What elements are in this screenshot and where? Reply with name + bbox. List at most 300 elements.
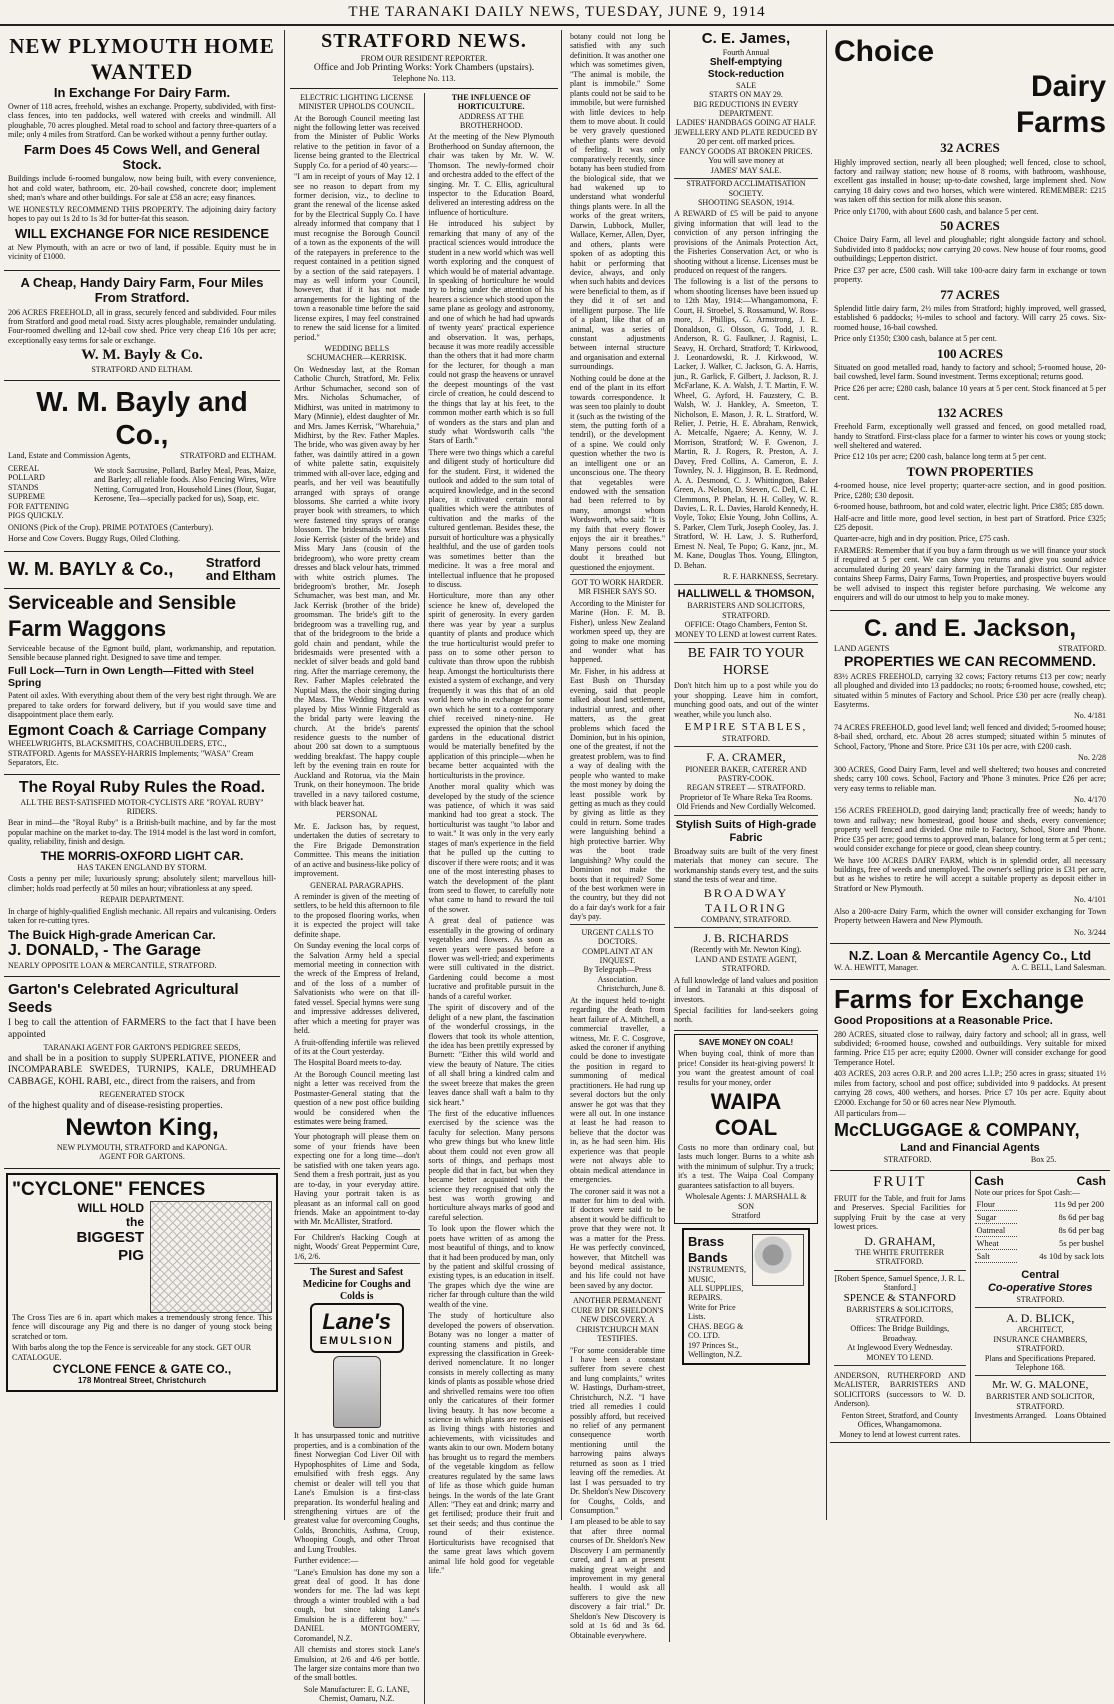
ad-body: Quarter-acre, high and in dry position. Price, £75 cash. <box>834 534 1010 544</box>
ad-body: Freehold Farm, exceptionally well grassed and fenced, on good metalled road, handy to Stratford. First-class place for a farmer to winter his cows or young stock; well sheltered and watered. <box>834 422 1106 450</box>
article-paragraph: botany could not long be satisfied with any such definition. It was another one which was sometimes given, "The animal is mobile, the plant is immobile." Some plants could not be said to be immobile, but were furnished with little devices to help them to move about. It could be very gravely questioned whether plants were devoid of feeling. It was only comparatively recently, since botany has been studied from the biological side, that we had wakened up to understand what wonderful things plants were. In all the works of the great writers, Darwin, Lubbock, Muller, Wallace, Kerner, Allen, Dyer, and others, plants were spoken of as adopting this habit or performing that device, always, and only when such habits and devices were beneficial to them, as if they did it of set and intelligent purpose. The life of a plant, like that of an animal, was a series of constant adjustments between internal structure and organisation and external surroundings. <box>570 32 665 372</box>
ad-headline: Choice <box>834 35 935 68</box>
ad-line: Stock-reduction <box>707 68 785 80</box>
column-1 <box>4 30 280 1520</box>
ad-address: AGENT FOR GARTONS. <box>99 1152 185 1162</box>
article-paragraph: According to the Minister for Marine (Hon. F. M. B. Fisher), unless New Zealand workmen speed up, they are going to make one morning and wonder what has happened. <box>570 598 665 665</box>
ad-subhead: WILL EXCHANGE FOR NICE RESIDENCE <box>14 225 269 241</box>
ad-body: 6-roomed house, bathroom, hot and cold water, electric light. Price £385; £85 down. <box>834 502 1105 512</box>
listing-number: No. 3/244 <box>1074 927 1106 937</box>
ad-firm: EMPIRE STABLES, <box>684 720 808 733</box>
section-title: STRATFORD NEWS. <box>321 30 527 52</box>
telephone-line: Telephone No. 113. <box>392 74 456 84</box>
ad-body: ONIONS (Pick of the Crop). PRIME POTATOES (Canterbury). <box>8 522 214 532</box>
article-paragraph: At the meeting of the New Plymouth Brotherhood on Sunday afternoon, the chair was taken by Mr. W. W. Thomson. The newly-formed choir and orchestra added to the effect of the singing. Mr. T. C. Ellis, agricultural inspector to the Education Board, delivered an interesting address on the influence of horticulture. <box>428 132 554 217</box>
acreage-heading: 132 ACRES <box>936 404 1004 420</box>
column-3 <box>566 30 822 1640</box>
ad-headline: SAVE MONEY ON COAL! <box>698 1037 794 1047</box>
news-right <box>424 93 559 1704</box>
ad-address: Stratford <box>731 1210 761 1220</box>
price-value: 8s 6d per bag <box>1058 1224 1104 1235</box>
ads-col3-right <box>669 30 822 1642</box>
bottle-illustration <box>333 1356 381 1428</box>
article-subhead: ADDRESS AT THE BROTHERHOOD. <box>458 111 524 130</box>
column-rule <box>826 30 827 1520</box>
stratford-news-header <box>290 30 558 89</box>
article-paragraph: There were two things which a careful and diligent study of horticulture did for the student. First, it widened the outlook and added to the sum total of acquired knowledge, and in the second place, it cultivated certain moral qualities which were the attributes of cultivation and the marks of the cultured gentleman. Besides these, the pursuit of horticulture was a physically healthful, and the use of garden tools was sometimes better than the medicine. It was a free moral and intellectual influence that he proposed to discuss. <box>428 447 554 589</box>
ad-firm: C. and E. Jackson, <box>863 615 1077 643</box>
garton-ad <box>4 977 280 1169</box>
ad-firm: CYCLONE FENCE & GATE CO., <box>52 1362 232 1377</box>
ad-subhead: Land, Estate and Commission Agents, <box>8 451 131 461</box>
listing: 83½ ACRES FREEHOLD, carrying 32 cows; Factory returns £13 per cow; nearly all ploughed and divided into 13 paddocks; no roots; 6-roomed house, cowshed, etc; situated within 5 minutes of Factory and School. Price £30 per acre (really cheap). Easyterms. <box>834 671 1106 710</box>
blick-ad <box>975 1308 1107 1376</box>
ad-subhead: STRATFORD and ELTHAM. <box>180 451 276 461</box>
ad-subhead: the <box>126 1215 144 1230</box>
article-paragraph: "I am in receipt of yours of May 12. I see no reason to depart from my former decision, viz., to decline to grant the renewal of the license asked for by the Electrical Supply Co. I have already informed that company that I must recognise the Borough Council of a town as the exponents of the will of the ratepayers in preference to the request contained in a petition signed by a section of the said ratepayers. I may as well inform your Council, however, that if it has not made arrangements for the lighting of the town a reasonable time before the said license expires, I may feel constrained to renew the said license for a limited period." <box>294 172 420 342</box>
ad-firm: J. B. RICHARDS <box>703 931 789 946</box>
listing-number: No. 4/181 <box>1074 711 1106 721</box>
ad-line: [Robert Spence, Samuel Spence, J. R. L. Stanford.] <box>834 1273 965 1292</box>
ad-line: Old Friends and New Cordially Welcomed. <box>676 802 816 812</box>
ad-line: MONEY TO LEND. <box>866 1352 934 1362</box>
article-paragraph: On Wednesday last, at the Roman Catholic Church, Stratford, Mr. Felix Arthur Schumacher, second son of Mrs. Nicholas Schumacher, of Midhirst, was united in matrimony to Mary (Minnie), eldest daughter of Mr. and Mrs. James Kerrisk, "Wharehuia," Midhirst, by the Rev. Father Maples. The bride, who was given away by her father, was daintily attired in a gown of white palette satin, exquisitely trimmed with all-over lace, edging and pearls, and her veil was beautifully arranged with sprays of orange blossoms. She carried a white ivory prayer book with streamers, to which were fastened tiny sprays of orange blossom. The bridesmaids were Miss Josie Kerrisk (sister of the bride) and Miss Mary Jans (cousin of the bridegroom), who wore pretty cream dresses and black velour hats, trimmed with white ostrich plumes. The bridegroom's brother, Mr. Joseph Schumacher, was best man, and Mr. Jack Kerrisk (brother of the bride) groomsman. The bride's gift to the bridegroom was a travelling rug, and that of the bridegroom to the bride a gold chain and pendant, while the bridesmaids were presented with a necklet of silver beads and gold band ring. After the marriage ceremony, the Rev. Father Maples celebrated the Nuptial Mass, the choir singing during the Mass. The Wedding March was played by Miss Winnie Fitzgerald as the bridal party were leaving the church. At the bride's parents' residence guests to the number of about 200 sat down to a sumptuous wedding breakfast. The happy couple left by the evening train en route for Auckland and Rotorua, via the Main Trunk, on their honeymoon. The bride travelled in a navy tailored costume, with black beaver hat. <box>294 364 420 809</box>
waggons-ad <box>4 589 280 774</box>
malone-ad <box>975 1376 1107 1423</box>
ad-body: A REWARD of £5 will be paid to anyone giving information that will lead to the conviction of any person infringing the provisions of the Animals Protection Act, the Fisheries Conservation Act, or who is shooting without a license. Licenses must be produced on request of the rangers. <box>673 209 818 276</box>
price-value: 8s 6d per bag <box>1058 1211 1104 1222</box>
listing-number: No. 4/101 <box>1074 895 1106 905</box>
ad-firm: WAIPA COAL <box>710 1089 782 1140</box>
price-table <box>975 1198 1107 1263</box>
ad-firm: HALLIWELL & THOMSON, <box>677 588 815 601</box>
ad-body: Patent oil axles. With everything about them of the very best right through. We are prepared to take orders for forward delivery, but if you would save time and disappointment place them early. <box>8 691 276 720</box>
ad-town: and Eltham <box>205 568 276 584</box>
ad-line: Note our prices for Spot Cash:— <box>974 1188 1081 1198</box>
listing-number: No. 4/170 <box>1074 794 1106 804</box>
table-row <box>975 1210 1107 1223</box>
ad-body: WE HONESTLY RECOMMEND THIS PROPERTY. The adjoining dairy factory hopes to pay out 1s 2d to 1s 3d for butter-fat this season. <box>8 204 276 224</box>
bayly-footer-ad <box>4 552 280 589</box>
article-paragraph: Another moral quality which was developed by the study of the science was patience, of which it was said mankind had too great a stock. The horticulturist was taught "to labor and to wait." It was only in the very early stages of man's experience in the field that he pulled up the cutting to discover if there were roots; and it was one of the most interesting phases to watch the development of the plant from seed to flower, to carefully note what came to hand to reward the toil of the sower. <box>428 782 554 914</box>
table-row <box>975 1198 1107 1211</box>
farms-exchange-ad <box>830 980 1110 1171</box>
ad-headline: Garton's Celebrated Agricultural <box>8 980 239 998</box>
article-headline: URGENT CALLS TO DOCTORS. <box>570 924 665 947</box>
waipa-coal-ad <box>674 1034 818 1225</box>
price-item: Wheat <box>975 1236 1017 1249</box>
fruit-ad <box>834 1171 966 1270</box>
ad-line: Proprietor of Te Whare Reka Tea Rooms. <box>679 792 813 802</box>
ad-body: Serviceable because of the Egmont build, plant, workmanship, and reputation. Sensible because planned right. Designed to save time and temper. <box>8 643 276 663</box>
article-headline: GOT TO WORK HARDER. <box>570 574 665 587</box>
anderson-ad <box>834 1366 966 1442</box>
ad-body: 4-roomed house, nice level property; quarter-acre section, and in good position. Price, £280; £30 deposit. <box>834 481 1106 500</box>
ad-subhead: STRATFORD. <box>1058 643 1106 653</box>
ad-body: The Cross Ties are 6 in. apart which makes a tremendously strong fence. This fence will discourage any Pig and there is no danger of young stock being scratched or torn. <box>12 1313 272 1341</box>
acreage-heading: 77 ACRES <box>940 286 1000 302</box>
ad-headline: BE FAIR TO YOUR HORSE <box>687 646 805 678</box>
ad-subhead: HAS TAKEN ENGLAND BY STORM. <box>77 862 207 872</box>
ad-body: Situated on good metalled road, handy to factory and school; 5-roomed house, 20-bail cowshed, level farm. Sound investment. Terms exceptional; returns good. <box>834 363 1106 382</box>
brass-bands-ad <box>682 1228 810 1365</box>
ad-address: Sole Manufacturer: E. G. LANE, Chemist, Oamaru, N.Z. <box>303 1684 410 1704</box>
ad-address: Box 25. <box>1030 1154 1057 1164</box>
listing: 403 ACRES, 203 acres O.R.P. and 200 acres L.I.P.; 250 acres in grass; situated 1½ miles from factory, school and post office; subdivided into 9 paddocks. At present carrying 28 cows, 400 wethers, and horses. Price £7 10s per acre. Equity about £2000. Exchange for 50 or 60 acres near New Plymouth. <box>834 1069 1106 1107</box>
ad-firm: McCLUGGAGE & COMPANY, <box>834 1120 1080 1141</box>
bayly-list <box>8 464 88 521</box>
right-small-ads <box>970 1171 1111 1442</box>
article-credit: By Telegraph—Press Association. <box>583 965 652 984</box>
ad-headline: The Royal Ruby Rules the Road. <box>18 778 266 796</box>
ad-line: Fenton Street, Stratford, and County Offices, Whangamomona. <box>841 1410 958 1430</box>
ad-line: LADIES' HANDBAGS GOING AT HALF. <box>676 118 816 128</box>
ad-firm: W. M. BAYLY & Co., <box>8 558 174 579</box>
article-paragraph: To look upon the flower which the poets have written of as among the most beautiful of things, and to know that it had been produced by man, only by the patient and skilful crossing of existing types, is an education in itself. The grapes which dye the wine are richer far through culture than the wild wealth of the vine. <box>428 1224 554 1309</box>
ad-body: Bear in mind—the "Royal Ruby" is a British-built machine, and by far the most popular machine on the market to-day. The 1914 model is the last word in comfort, quality, reliability, finish and design. <box>8 818 276 847</box>
ad-subhead: BIGGEST <box>76 1229 144 1247</box>
ad-subhead: ALL THE BEST-SATISFIED MOTOR-CYCLISTS ARE "ROYAL RUBY" RIDERS. <box>20 797 264 816</box>
ad-line: ALL SUPPLIES, REPAIRS. <box>687 1283 744 1303</box>
ad-line: ARCHITECT, <box>1017 1325 1064 1335</box>
ad-subhead: Full Lock—Turn in Own Length—Fitted with Steel Spring <box>8 664 254 689</box>
list-item: CEREAL <box>8 463 40 473</box>
ad-headline: Farms <box>1015 105 1106 139</box>
ad-firm: C. E. James, <box>701 30 791 47</box>
news-left <box>290 93 424 1704</box>
column-4 <box>830 30 1110 1520</box>
spence-ad <box>834 1271 966 1366</box>
ad-line: REGAN STREET — STRATFORD. <box>686 783 806 793</box>
list-item: SUPREME <box>8 492 45 502</box>
article-paragraph: The coroner said it was not a matter for him to deal with. If doctors were said to be absent it would be difficult to prove that they were not. It was a matter for the Press. He was perfectly convinced, however, that Mitchell was beyond medical assistance, and his life could not have been saved by any doctor. <box>570 1186 665 1290</box>
list-item: POLLARD <box>8 473 45 483</box>
article-paragraph: A reminder is given of the meeting of settlers, to be held this afternoon to file to the proposed flooring works, when it is expected the project will take definite shape. <box>294 891 420 939</box>
listing: We have 100 ACRES DAIRY FARM, which is in splendid order, all necessary buildings, free of weeds and unemployed. The owner's selling price is £31 per acre, but as he wishes to retire he will accept a suitable property as deposit either in Stratford or New Plymouth. <box>834 855 1106 893</box>
ad-subhead: THE MORRIS-OXFORD LIGHT CAR. <box>40 848 244 863</box>
ad-body: Highly improved section, nearly all been ploughed; well fenced, close to school, factory and railway station; new house of 8 rooms, with bathroom, washhouse, excellent gas installed in house; up-to-date cowshed, large implement shed. Now carrying 18 dairy cows and two horses, which were wintered. REMEMBER: £215 was taken off this section for milk alone this season. <box>834 157 1106 205</box>
ad-line: Special facilities for land-seekers going north. <box>673 1005 818 1025</box>
acreage-heading: 32 ACRES <box>940 140 1000 156</box>
ad-body: I beg to call the attention of FARMERS to the fact that I have been appointed <box>8 1018 276 1040</box>
ad-firm: J. DONALD, - The Garage <box>8 941 201 959</box>
ad-body: and shall be in a position to supply SUPERLATIVE, PIONEER and INCOMPARABLE SWEDES, TURNIPS, KALE, DRUMHEAD CABBAGE, KOHL RABI, etc., direct from the raisers, and from <box>8 1054 276 1087</box>
ad-price: Price £37 per acre, £500 cash. Will take 100-acre dairy farm in exchange or town property. <box>834 265 1106 285</box>
ad-subhead: WILL HOLD <box>77 1201 144 1216</box>
ad-headline: The Surest and Safest Medicine for Coughs and Colds is <box>302 1267 411 1302</box>
section-subtitle: FROM OUR RESIDENT REPORTER. <box>360 53 488 63</box>
ad-body: of the highest quality and of disease-resisting properties. <box>8 1101 223 1112</box>
ad-line: (Recently with Mr. Newton King). <box>690 945 802 955</box>
ad-line: You will save money at <box>708 156 784 166</box>
article-paragraph: Mr. Fisher, in his address at East Bush on Thursday evening, said that people talked about land settlement, industrial unrest, and other matters, as the great problems which faced the Dominion, but in his opinion, one of the greatest, if not the greatest problem, was to find a way of dealing with the people who wanted to make the most money by doing the least possible work by getting as much as they could by giving as little as they could in return. Some trades were languishing behind a high protective barrier. Why was the boot trade languishing? Why could the Dominion not make the boots that it required? Some of the best workmen were in the country, but they did not do a fair day's work for a fair day's pay. <box>570 666 665 922</box>
ad-line: INSURANCE CHAMBERS, STRATFORD. <box>993 1334 1088 1354</box>
ad-firm: F. A. CRAMER, <box>706 750 786 765</box>
ad-line: BIG REDUCTIONS IN EVERY DEPARTMENT. <box>693 99 799 119</box>
ad-headline: WANTED <box>90 58 194 84</box>
listing: Also a 200-acre Dairy Farm, which the owner will consider exchanging for Town Property between Hawera and New Plymouth. <box>834 906 1106 926</box>
article-paragraph: A great deal of patience was essentially in the growing of ordinary vegetables and flowers. As soon as seven years were passed before a flower was well-tried; and experiments were still cultivated in the district. Gardening could become a most lucrative and profitable pursuit in the hands of a careful worker. <box>428 916 554 1001</box>
article-subhead: COMPLAINT AT AN INQUEST. <box>582 946 653 965</box>
ad-subhead: SHOOTING SEASON, 1914. <box>697 197 794 207</box>
ad-line: Offices: The Bridge Buildings, Broadway. <box>850 1324 950 1343</box>
ad-address: 178 Montreal Street, Christchurch <box>77 1376 207 1386</box>
price-value: 5s per bushel <box>1059 1237 1104 1248</box>
table-row <box>975 1249 1107 1262</box>
ad-body: ANDERSON, RUTHERFORD AND McALISTER, BARRISTERS AND SOLICITORS (successors to W. D. Anderson). <box>834 1371 966 1409</box>
ad-headline: Serviceable and Sensible <box>8 593 237 615</box>
news-col3-left <box>566 30 669 1642</box>
ad-line: SALE <box>735 80 756 90</box>
office-line: Office and Job Printing Works: York Chambers (upstairs). <box>313 63 535 74</box>
masthead <box>0 0 1114 26</box>
ad-address: WHEELWRIGHTS, BLACKSMITHS, COACHBUILDERS, ETC., STRATFORD. Agents for MASSEY-HARRIS Implements; "WASA" Cream Separators, Etc. <box>8 739 254 768</box>
ad-town: Stratford <box>205 555 261 571</box>
cyclone-ad <box>6 1173 278 1392</box>
column-2 <box>290 30 558 1704</box>
ad-subhead: REGENERATED STOCK <box>99 1089 185 1099</box>
ad-headline: FRUIT <box>873 1174 927 1191</box>
ad-headline: Farms for Exchange <box>834 983 1084 1014</box>
ad-line: Telephone 168. <box>1015 1363 1065 1373</box>
ad-body: at New Plymouth, with an acre or two of land, if possible. Equity must be in vicinity of £1000. <box>8 242 276 262</box>
choice-dairy-farms-ad <box>830 30 1110 611</box>
acreage-heading: TOWN PROPERTIES <box>906 463 1034 479</box>
article-paragraph: I am pleased to be able to say that after three normal courses of Dr. Sheldon's New Discovery I am permanently cured, and I am at present making great weight and improvement in my general health. I would ask all sufferers to give the new discovery a fair trial." Dr. Sheldon's New Discovery is sold at 1s 6d and 3s 6d. Obtainable everywhere. <box>570 1517 665 1640</box>
ad-line: MONEY TO LEND at lowest current Rates. <box>675 629 817 639</box>
ad-body: When buying coal, think of more than price! Consider its heat-giving powers! It you want the greatest amount of coal results for your money, order <box>677 1049 814 1087</box>
listing-number: No. 2/28 <box>1078 753 1106 763</box>
table-row <box>975 1236 1107 1249</box>
ad-price: Price only £1350; £300 cash, balance at 5 per cent. <box>834 334 997 344</box>
cheap-farm-ad <box>4 271 280 382</box>
article-subhead: SCHUMACHER—KERRISK. <box>306 353 407 363</box>
left-small-ads <box>830 1171 970 1442</box>
ad-body: The following is a list of the persons to whom shooting licenses have been issued up to 12th May, 1914:—Whangamomona, F. Court, H. Stroebel, S. Rossamund, W. Ross-more, J. Phillips, G. Armstrong, J. E. Donaldson, G. Olsson, G. Todd, J. R. Anderson, R. G. Faulkner, J. Ragnisi, L. Seavy, H. Orchard, Stratford; T. Kirkwood, J. Leonardowski, R. J. Kirkwood, W. Lacker, J. Walker, C. Jackson, G. A. Harris, jun., R. Garlick, F. Gilbert, J. Jackson, R. J. McFarlane, K. A. Walsh, J. T. Martin, F. W. Wheel, G. Ayford, H. Fauzstery, C. B. Walsh, W. J. Hankley, A. Smeeton, T. Nicholson, E. Mason, J. R. L. Stratford, W. Relier, J. Petrie, H. E. Abraham, Renwick, A. Metcalfe, Ngaere; A. Kenny, W. J. Morrison, Stratford; W. F. Gwenon, J. Martin, R. J. Rogers, R. Preston, A. J. Davey, Fred Collins, A. Cameron, E. J. Townley, N. J. Higginson, B. E. Redmond, A. A. Desmond, C. J. Whittington, Baker Green, A. Nelson, D. Steven, C. Dell, C. H. Clemmons, P. Phelan, H. H. Colley, W. R. Davies, L. R. L. Davies, Harold Kennedy, H. Voyle, Toko; Elsie Young, John Collins, A. S. Parker, Clem Turk, Joseph Cooley, Jas. J. Stratford, W. H. Law, J. S. Rutherford, Ernest N. Neal, Te Popo; G. Kanz, jnr., M. M. Kane, Douglas Thos. Young, Ellington, D. Behan. <box>673 277 818 570</box>
ad-body: Choice Dairy Farm, all level and ploughable; right alongside factory and school. Subdivided into 8 paddocks; now carrying 20 cows. New house of four rooms, good outbuildings; Lepperton district. <box>834 235 1106 264</box>
ad-address: 197 Princes St., Wellington, N.Z. <box>687 1340 742 1359</box>
ad-line: LAND AND ESTATE AGENT, STRATFORD. <box>695 954 797 974</box>
listing: 74 ACRES FREEHOLD, good level land; well fenced and divided; 5-roomed house; 8-bail shed, orchard, etc. About 28 acres stumped; situated within 5 minutes of School, Factory, 'Phone and Store. Price £31 10s per acre, with £200 cash. <box>834 722 1106 751</box>
ad-headline: Farm Waggons <box>8 615 167 641</box>
ad-address: NEW PLYMOUTH, STRATFORD and KAPONGA. <box>56 1142 228 1152</box>
ad-body: It has unsurpassed tonic and nutritive properties, and is a combination of the finest Norwegian Cod Liver Oil with Hypophosphites of Lime and Soda, emulsified with fresh eggs. Any chemist or dealer will tell you that Lane's Emulsion is a first-class preparation. Its wonderful healing and strengthening virtues are of the greatest value for overcoming Coughs, Colds, Bronchitis, Asthma, Croup, Whooping Cough, and other Throat and Lung Troubles. <box>294 1431 420 1554</box>
ad-headline: PROPERTIES WE CAN RECOMMEND. <box>843 653 1096 670</box>
ad-subhead: The Buick High-grade American Car. <box>8 927 216 942</box>
ad-firm: Central <box>1021 1268 1060 1281</box>
article-dateline: Christchurch, June 8. <box>596 984 665 994</box>
ad-firm: Egmont Coach & Carriage Company <box>8 721 267 739</box>
price-item: Flour <box>975 1198 1017 1211</box>
ad-price: Price £12 10s per acre; £200 cash, balance long term at 5 per cent. <box>834 452 1047 462</box>
article-paragraph: The first of the educative influences exercised by the science was the faculty for selection. Many persons who grew things but who knew little about them could not even grow all sorts of things, and perhaps most people did that in fact, but when they became better acquainted with the science they recognised that only the best was worth growing and horticulture always marks of good and careful selection. <box>428 1109 554 1222</box>
ad-line: Loans Obtained <box>1055 1411 1106 1421</box>
ad-line: JAMES' MAY SALE. <box>710 165 782 175</box>
ad-address: STRATFORD. <box>1016 1294 1065 1304</box>
broadway-ad <box>674 816 818 928</box>
ad-headline: A Cheap, Handy Dairy Farm, Four Miles From Stratford. <box>20 274 264 306</box>
listing: 280 ACRES, situated close to railway, dairy factory and school; all in grass, well subdivided; 6-roomed house, cowshed and outbuildings. Very suitable for mixed farming. Price £15 per acre; equity £2000. Owner will consider exchange for good Temperance Hotel. <box>834 1029 1106 1067</box>
ad-line: BARRISTERS AND SOLICITORS, STRATFORD. <box>687 601 805 620</box>
ad-address: NEARLY OPPOSITE LOAN & MERCANTILE, STRATFORD. <box>8 960 217 970</box>
ad-subhead: Farm Does 45 Cows Well, and General Stock. <box>23 141 260 173</box>
ad-body: Further evidence:— <box>294 1556 359 1566</box>
listing: 300 ACRES, Good Dairy Farm, level and well sheltered; two houses and concreted sheds; carry 100 cows. School, Factory and 'Phone 3 minutes. Price £26 per acre; very easy terms to reliable man. <box>834 764 1106 793</box>
acclimatisation-ad <box>674 179 818 585</box>
ad-body: All particulars from— <box>834 1109 906 1118</box>
ad-firm: CHAS. BEGG & CO. LTD. <box>687 1321 744 1341</box>
ruby-ad <box>4 775 280 977</box>
horse-ad <box>674 643 818 747</box>
ad-body: All chemists and stores stock Lane's Emulsion, at 2/6 and 4/6 per bottle. The larger size contains more than two of the small bottles. <box>294 1645 420 1683</box>
article-subhead: MINISTER UPHOLDS COUNCIL. <box>298 102 415 112</box>
ad-line: STRATFORD. <box>1016 1401 1065 1411</box>
price-value: 4s 10d by sack lots <box>1039 1250 1104 1261</box>
cash-prices-ad <box>975 1171 1107 1308</box>
ad-price: Price only £1700, with about £600 cash, and balance 5 per cent. <box>834 206 1039 216</box>
ad-subhead: Good Propositions at a Reasonable Price. <box>834 1014 1053 1027</box>
article-paragraph: "For some considerable time I have been a constant sufferer from severe chest and lung complaints," writes W. Hastings, Durham-street, Christchurch, N.Z. "I have tried all remedies I could possibly afford, but received no relief of any permanent consequence worth mentioning until the harrowing pains always returned as soon as I tried leaving off the remedies. At last I was persuaded to try Dr. Sheldon's New Discovery for Coughs, Colds, and Consumption." <box>570 1345 665 1515</box>
ad-firm: BROADWAY <box>703 886 789 901</box>
ad-line: Money to lend at lowest current rates. <box>839 1429 961 1439</box>
ad-body: In charge of highly-qualified English mechanic. All repairs and vulcanising. Orders taken for re-cutting tyres. <box>8 906 276 926</box>
article-paragraph: At the Borough Council meeting last night a letter was received from the Postmaster-General stating that the question of a new post office building would be considered when the estimates were being framed. <box>294 1069 420 1127</box>
jackson-ad <box>830 611 1110 944</box>
list-item: FOR FATTENING <box>8 501 69 511</box>
ad-line: BARRISTERS & SOLICITORS, STRATFORD. <box>846 1305 954 1324</box>
ad-headline: Seeds <box>8 998 53 1016</box>
ad-firm: N.Z. Loan & Mercantile Agency Co., Ltd <box>848 948 1092 964</box>
article-paragraph: Mr. E. Jackson has, by request, undertaken the duties of secretary to the Fire Brigade Demonstration Committee. This means the initiation of an active and business-like policy of improvement. <box>294 821 420 879</box>
article-headline: PERSONAL <box>336 810 378 820</box>
ad-body: Splendid little dairy farm, 2½ miles from Stratford; highly improved, well grassed, established 6 paddocks; ½-miles to school and factory. Will carry 25 cows. Six-roomed house, 16-bail cowshed. <box>834 303 1106 332</box>
article-headline: THE INFLUENCE OF HORTICULTURE. <box>451 92 531 112</box>
ad-line: BARRISTER AND SOLICITOR, <box>985 1392 1095 1402</box>
ad-signature: R. F. HARKNESS, Secretary. <box>722 572 818 582</box>
ad-firm: Newton King, <box>65 1114 219 1142</box>
ad-body: Costs no more than ordinary coal, but lasts much longer. Burns to a white ash with the minimum of sulphur. Try a truck; it's a test. The Waipa Coal Company guarantees satisfaction to all buyers. <box>677 1142 814 1190</box>
ad-firm: TAILORING <box>704 900 788 915</box>
ad-address: Wholesale Agents: J. MARSHALL & SON <box>685 1192 807 1211</box>
lanes-logo-sub: EMULSION <box>319 1334 394 1347</box>
ad-firm: D. GRAHAM, <box>864 1233 936 1248</box>
ad-line: Plans and Specifications Prepared. <box>984 1353 1096 1363</box>
article-paragraph: At the inquest held to-night regarding the death from heart failure of A. Mitchell, a commercial traveller, a witness, Mr. F. C. Cosgrove, asked the coroner if anything could be done to investigate the position in regard to summoning of medical practitioners. He had rung up several doctors but the only answer he got was that they were all out. In one instance at least he had reason to believe that the doctor was in, as he had seen him. His experience was that people were not always able to obtain medical attendance in emergencies. <box>570 995 665 1185</box>
ad-body: Owner of 118 acres, freehold, wishes an exchange. Property, subdivided, with first-class fences, into ten paddocks, well watered with creeks and windmill. All ploughable, 70 acres ploughed. Metal road to school and factory three-quarters of a mile; only 4 miles from Stratford. Can be worked without a penny further outlay. <box>8 102 276 140</box>
article-headline: WEDDING BELLS <box>324 344 390 354</box>
ad-line: Fourth Annual <box>722 47 770 57</box>
ad-address: THE WHITE FRUITERER STRATFORD. <box>855 1247 945 1267</box>
ad-line: Write for Price Lists. <box>687 1302 736 1322</box>
lanes-logo: Lane's <box>322 1308 392 1334</box>
james-ad <box>674 30 818 179</box>
article-paragraph: At the Borough Council meeting last night the following letter was received from the Minister of Public Works relative to the petition in favor of a license being granted to the Electrical Supply Co. for a period of 40 years:— <box>294 113 420 170</box>
masthead-title: THE TARANAKI DAILY NEWS, TUESDAY, JUNE 9, 1914 <box>348 3 766 20</box>
ad-body: With barbs along the top the Fence is serviceable for any stock. GET OUR CATALOGUE. <box>12 1343 252 1362</box>
article-headline: GENERAL PARAGRAPHS. <box>310 880 404 890</box>
ad-line: OFFICE: Otago Chambers, Fenton St. <box>684 620 808 630</box>
ad-subhead: Land and Financial Agents <box>900 1141 1040 1154</box>
ad-address: STRATFORD AND ELTHAM. <box>91 364 193 374</box>
instrument-icon <box>752 1234 804 1286</box>
ad-headline: Cash <box>974 1174 1004 1189</box>
article-paragraph: Horticulture, more than any other science he knew of, developed the spirit of generosity. In every garden there was year by year a surplus quantity of plants and produce which the true horticulturist would prefer to pass on to some other person to cultivate than throw upon the rubbish heap. Amongst the horticulturists there existed a system of exchange, and very frequently it was this that of an old world hero who in exchange for some own which he sent to a contemporary chief received ninety-nine. He expressed the opinion that the school gardens in the educational district would be materially benefited by the application of this principle—when he became better acquainted with the horticulturists in the province. <box>428 591 554 780</box>
ad-firm: Mr. W. G. MALONE, <box>992 1379 1089 1392</box>
ad-line: Investments Arranged. <box>974 1411 1047 1421</box>
acreage-heading: 100 ACRES <box>936 345 1004 361</box>
ad-body: FARMERS: Remember that if you buy a farm through us we will finance your stock if required at 5 per cent. We can show you returns and give you sound advice accumulated during 20 years' dairy farming in the Taranaki district. Our register contains Sheep Farms, Dairy Farms, Town Properties, and prospective buyers would be well advised to inspect this register before purchasing. We welcome any enquirers and will do our utmost to help you to make money. <box>834 545 1106 603</box>
article-paragraph: The Hospital Board meets to-day. <box>294 1058 402 1068</box>
ad-body: Horse and Cow Covers. Buggy Rugs, Oiled Clothing. <box>8 533 180 543</box>
ad-headline: Brass Bands <box>687 1234 728 1265</box>
ad-subhead: REPAIR DEPARTMENT. <box>100 895 184 905</box>
ad-headline: W. M. Bayly and Co., <box>36 386 248 451</box>
ad-headline: Stylish Suits of High-grade Fabric <box>675 818 817 844</box>
article-paragraph: A fruit-offending infertile was relieved of its at the Court yesterday. <box>294 1037 420 1056</box>
ad-body: We stock Sacrusine, Pollard, Barley Meal, Peas, Maize, and Barley; all reliable foods. Also Fencing Wires, Wire Netting, Corrugated Iron, Household Lines (flour, Sugar, Kerosene, Tea—specially packed for us), Soap, etc. <box>94 465 276 504</box>
acreage-heading: 50 ACRES <box>940 218 1000 234</box>
ad-line: PIONEER BAKER, CATERER AND PASTRY-COOK. <box>685 764 807 783</box>
ad-line: FANCY GOODS AT BROKEN PRICES. <box>679 146 813 156</box>
article-headline: ELECTRIC LIGHTING LICENSE <box>300 92 414 102</box>
ad-address: COMPANY, STRATFORD. <box>700 914 791 924</box>
price-item: Oatmeal <box>975 1223 1017 1236</box>
article-paragraph: On Sunday evening the local corps of the Salvation Army held a special memorial meeting in connection with the wreck of the Empress of Ireland, and of the loss of a number of Salvationists who were on that ill-fated vessel. Special hymns were sung and impressive addresses delivered, after which a meeting for prayer was held. <box>294 941 420 1036</box>
ad-firm: W. M. Bayly & Co. <box>81 347 203 364</box>
list-item: STANDS <box>8 482 39 492</box>
article-paragraph: The study of horticulture also developed the powers of observation. Botany was no longer a matter of counting stamens and pistils, and expressing the classification in Greek-derived nomenclature. It no longer consists in merely collecting as many kinds of plants as possible whose dried and shrivelled remains were too often only the caricatures of their former living beauty. It has now become a science in which plants are recognised as living things with histories and achievements, with vicissitudes and wants akin to our own. Modern botany has brought us to regard the members of the vegetable kingdom as fellow creatures regulated by the same laws of life as those which guide human beings. In the words of the late Grant Allen: "They eat and drink; marry and get fertilised; produce their fruit and set their seeds; and thus continue the round of their existence. Horticulturists have recognised that the same great laws which govern animal life hold good for vegetable life." <box>428 1311 554 1576</box>
cough-ad: For Children's Hacking Cough at night, Woods' Great Peppermint Cure, 1/6, 2/6. <box>294 1229 420 1261</box>
ad-line: JEWELLERY AND PLATE REDUCED BY 20 per cent. off marked prices. <box>674 127 818 147</box>
ad-body: "Lane's Emulsion has done my son a great deal of good. It has done wonders for me. The lad was kept through a winter troubled with a bad cough, but since taking Lane's Emulsion he is a different boy." — DANIEL MONTGOMERY, Coromandel, N.Z. <box>294 1567 420 1643</box>
photo-ad: Your photograph will please them on some of your friends have been expecting one for a long time—don't be satisfied with one taken years ago. Send them a fresh portrait, just as you are to-day, in your everyday attire. Having your portrait taken is as pleasant as an informal call on good friends. Make an appointment to-day with Mr. McAllister, Stratford. <box>294 1128 420 1226</box>
ad-firm: A. D. BLICK, <box>1006 1311 1075 1326</box>
ad-line: A full knowledge of land values and position of land in Taranaki at this disposal of investors. <box>673 975 818 1004</box>
lane-emulsion-ad <box>294 1263 420 1704</box>
ad-line: A. C. BELL, Land Salesman. <box>1011 963 1106 973</box>
ad-line: INSTRUMENTS, MUSIC, <box>687 1265 746 1284</box>
price-item: Sugar <box>975 1210 1017 1223</box>
ad-body: Buildings include 6-roomed bungalow, now being built, with every convenience, hot and cold water, bathroom, etc. 20-bail cowshed, concrete door; implement shed; man's whare and other buildings. For sale at £58 an acre; easy finances. <box>8 174 276 203</box>
column-rule <box>284 30 285 1520</box>
ad-subhead: TARANAKI AGENT FOR GARTON'S PEDIGREE SEEDS, <box>43 1042 241 1052</box>
ad-firm: Co-operative Stores <box>987 1281 1093 1294</box>
ad-subhead: PIG <box>118 1247 144 1265</box>
ad-headline: Cash <box>1076 1174 1106 1189</box>
article-paragraph: He introduced his subject by remarking that many of any of the practical sciences would introduce the student in a new world which was well worth exploring and the conquest of which would be of material advantage. In speaking of horticulture he would try to bring under the attention of his hearers a science which stood upon the same plane as geology and astronomy, and one of which he had had upwards of twenty years' practical experience and observation. It was, perhaps, because it was more readily accessible than the others that it had more charm for the lecturer, for though a man could not grasp the heavens or unravel the deepest mountings of the vast circle of creation, he could descend to the things that lay at his feet, to the common mother earth which is so full of wonders as the stars and plan and study what Wordsworth calls "the Stars of Earth." <box>428 219 554 446</box>
ad-line: Shelf-emptying <box>709 57 783 69</box>
ad-headline: NEW PLYMOUTH HOME <box>9 34 275 58</box>
nz-loan-ad <box>830 944 1110 980</box>
ad-headline: STRATFORD ACCLIMATISATION SOCIETY. <box>686 179 806 198</box>
list-item: PIGS QUICKLY. <box>8 511 64 521</box>
ad-firm: SPENCE & STANFORD <box>843 1292 956 1305</box>
table-row <box>975 1223 1107 1236</box>
halliwell-ad <box>674 585 818 643</box>
ad-address: STRATFORD. <box>722 733 770 743</box>
ad-address: STRATFORD. <box>883 1154 932 1164</box>
ad-body: Broadway suits are built of the very finest materials that money can secure. The workmanship stands every test, and the suits stand the tests of wear and time. <box>673 846 818 884</box>
article-paragraph: The spirit of discovery and of the delight of a new plant, the fascination of the wonderful crossings, in the flowers that took its whole attention, the idea has been prettily expressed by Burnett: "Either this wild world and view the beauty of Nature. The cities of all shall bring a kindred calm and the sweet breeze that makes the green leaves dance shall waft a balm to thy sick heart." <box>428 1003 554 1107</box>
ad-body: 206 ACRES FREEHOLD, all in grass, securely fenced and subdivided. Four miles from Stratford and good metal road. Sixty acres ploughable, remainder undulating. Four-roomed dwelling and 12-bail cow shed. Price very cheap £16 10s per acre; exceptionally easy terms for sale or exchange. <box>8 307 276 345</box>
ad-line: W. A. HEWITT, Manager. <box>834 963 919 973</box>
ad-price: Price £26 per acre; £280 cash, balance 10 years at 5 per cent. Stock financed at 5 per cent. <box>834 383 1106 403</box>
ad-subhead: In Exchange For Dairy Farm. <box>53 84 231 100</box>
ad-line: At Inglewood Every Wednesday. <box>847 1343 953 1353</box>
pig-fence-illustration <box>150 1201 272 1313</box>
ad-subhead: LAND AGENTS <box>834 643 890 653</box>
article-subhead: MR FISHER SAYS SO. <box>578 587 657 597</box>
